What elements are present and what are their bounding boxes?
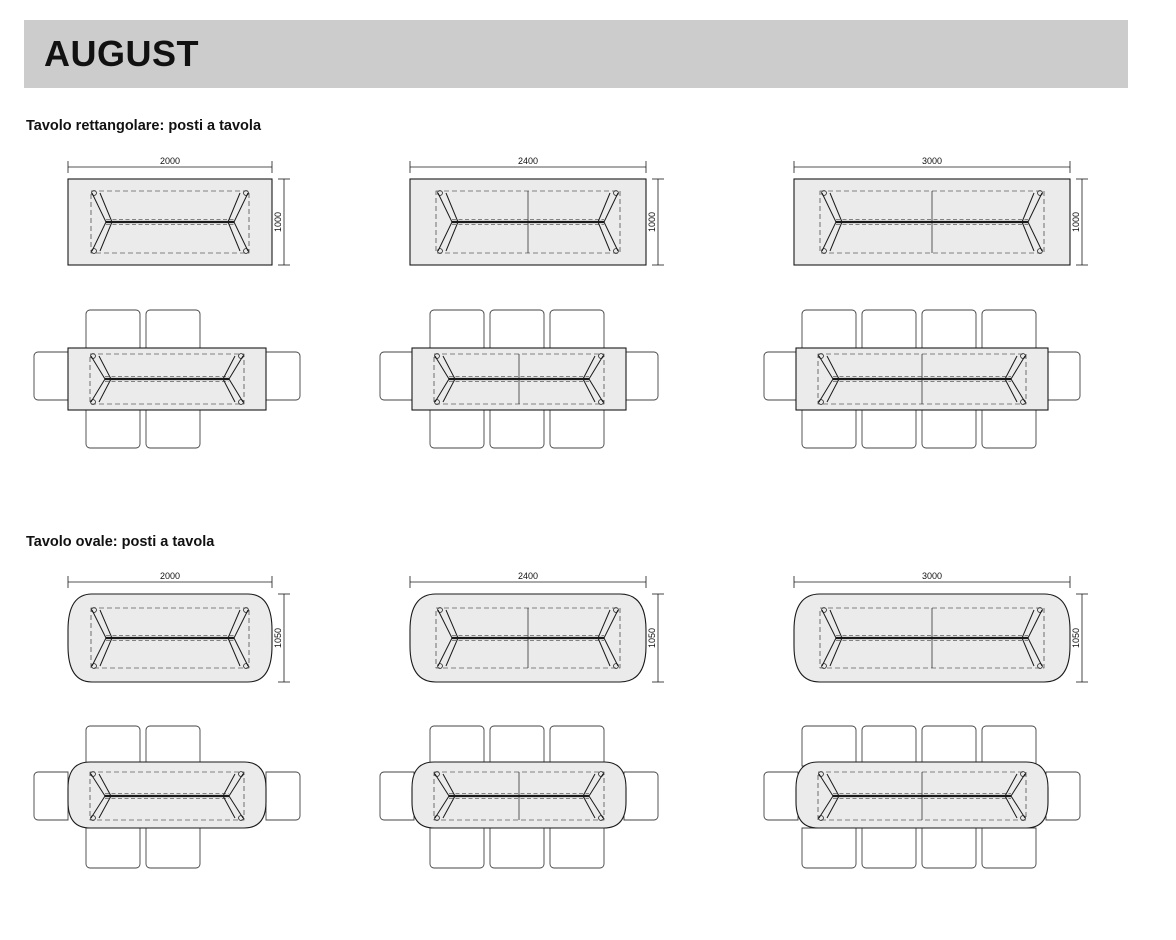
figure-rect-3000-seating — [762, 296, 1102, 476]
dimension-depth-label: 1000 — [1071, 211, 1081, 233]
dimension-width-label: 3000 — [921, 571, 943, 581]
figure-rect-3000-plan — [762, 155, 1102, 285]
section-title-rectangular: Tavolo rettangolare: posti a tavola — [26, 118, 262, 134]
figure-rect-2400-plan — [378, 155, 678, 285]
figure-oval-2400-seating — [378, 712, 678, 897]
figure-rect-2400-seating — [378, 296, 678, 476]
dimension-width-label: 2400 — [517, 571, 539, 581]
dimension-depth-label: 1050 — [647, 627, 657, 649]
dimension-width-label: 2000 — [159, 571, 181, 581]
dimension-width-label: 2400 — [517, 156, 539, 166]
figure-oval-2000-plan — [28, 570, 318, 705]
figure-oval-2400-plan — [378, 570, 678, 705]
dimension-depth-label: 1050 — [1071, 627, 1081, 649]
section-title-oval: Tavolo ovale: posti a tavola — [26, 534, 215, 550]
dimension-width-label: 2000 — [159, 156, 181, 166]
dimension-depth-label: 1000 — [647, 211, 657, 233]
dimension-width-label: 3000 — [921, 156, 943, 166]
dimension-depth-label: 1000 — [273, 211, 283, 233]
figure-oval-2000-seating — [28, 712, 318, 897]
figure-rect-2000-plan — [28, 155, 318, 285]
figure-oval-3000-seating — [762, 712, 1102, 897]
header-bar — [24, 20, 1128, 88]
page-title: AUGUST — [44, 33, 199, 74]
figure-oval-3000-plan — [762, 570, 1102, 705]
dimension-depth-label: 1050 — [273, 627, 283, 649]
figure-rect-2000-seating — [28, 296, 318, 476]
